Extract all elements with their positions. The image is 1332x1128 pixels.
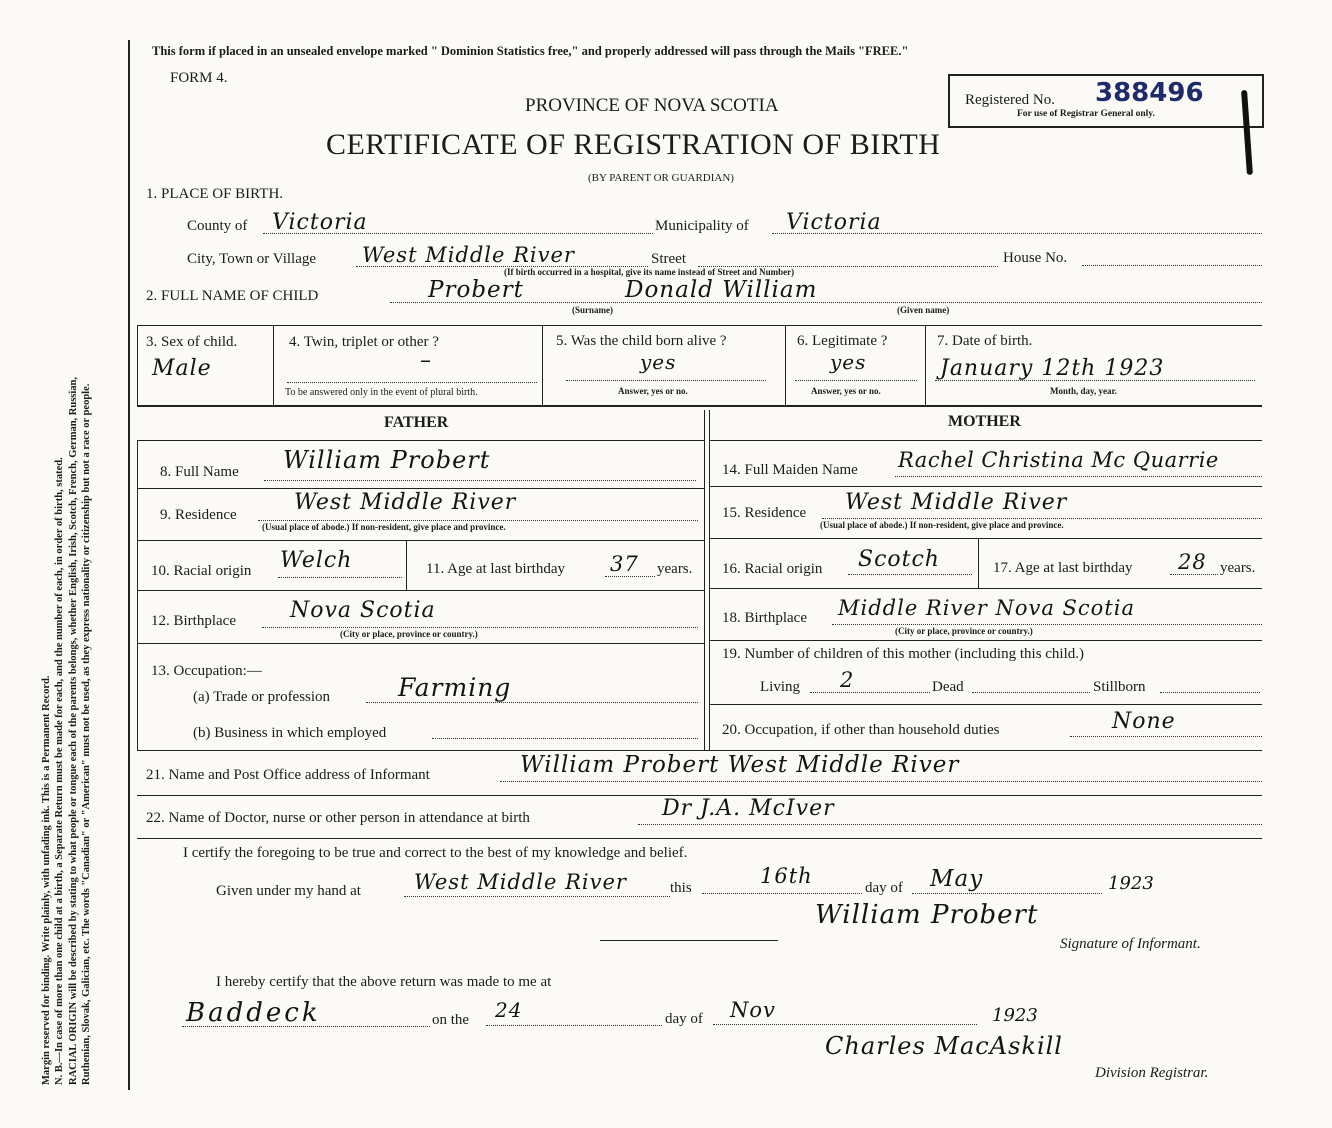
informant-value: William Probert West Middle River — [520, 752, 960, 778]
mother-birthplace: Middle River Nova Scotia — [838, 596, 1135, 620]
legitimate-label: 6. Legitimate ? — [797, 333, 888, 349]
father-name: William Probert — [283, 446, 491, 474]
city-value: West Middle River — [362, 243, 575, 267]
legitimate-line — [795, 380, 917, 381]
registrar-month-line — [713, 1024, 977, 1025]
registrar-year: 1923 — [992, 1005, 1038, 1026]
mother-heading: MOTHER — [948, 413, 1021, 430]
father-name-label: 8. Full Name — [160, 464, 239, 480]
father-racial-label: 10. Racial origin — [151, 563, 252, 579]
row-divider — [137, 540, 704, 541]
place-of-birth-heading: 1. PLACE OF BIRTH. — [146, 186, 284, 202]
registrar-day: 24 — [495, 998, 523, 1022]
cert-month: May — [930, 866, 984, 892]
dob-value: January 12th 1923 — [940, 356, 1165, 381]
father-trade-line — [366, 702, 698, 703]
row-divider — [137, 838, 1262, 839]
dob-label: 7. Date of birth. — [937, 333, 1033, 349]
informant-line — [500, 781, 1262, 782]
registrar-place: Baddeck — [186, 998, 321, 1028]
row-divider — [709, 704, 1262, 705]
registrar-signature: Charles MacAskill — [825, 1032, 1063, 1060]
mother-age-line — [1170, 574, 1218, 575]
sex-label: 3. Sex of child. — [146, 334, 238, 350]
born-alive-value: yes — [640, 350, 677, 374]
mother-age-years: years. — [1220, 560, 1256, 576]
mother-occupation-line — [1070, 736, 1262, 737]
father-age-label: 11. Age at last birthday — [426, 561, 565, 577]
father-trade-label: (a) Trade or profession — [193, 689, 331, 705]
registrar-day-of-label: day of — [665, 1011, 703, 1027]
child-name-label: 2. FULL NAME OF CHILD — [146, 288, 319, 304]
mother-birthplace-label: 18. Birthplace — [722, 610, 807, 626]
registered-number: 388496 — [1095, 78, 1204, 108]
registrar-note: For use of Registrar General only. — [1017, 109, 1155, 119]
mother-residence-label: 15. Residence — [722, 505, 807, 521]
margin-line: Margin reserved for binding. Write plainly, with unfading ink. This is a Permanent Record. — [41, 675, 52, 1085]
child-given-name: Donald William — [625, 277, 818, 303]
living-value: 2 — [840, 668, 855, 692]
father-age: 37 — [610, 552, 639, 576]
this-label: this — [670, 880, 692, 896]
father-trade: Farming — [398, 673, 512, 702]
child-surname: Probert — [428, 277, 524, 303]
father-occupation-label: 13. Occupation:— — [151, 663, 262, 679]
column-divider — [137, 325, 138, 405]
given-name-note: (Given name) — [897, 305, 950, 315]
father-residence-note: (Usual place of abode.) If non-resident, give place and province. — [262, 522, 506, 532]
row-divider — [709, 588, 1262, 589]
column-divider — [273, 325, 274, 405]
page-title: CERTIFICATE OF REGISTRATION OF BIRTH — [326, 128, 941, 161]
father-birthplace-label: 12. Birthplace — [151, 613, 236, 629]
row-divider — [137, 750, 1262, 751]
column-divider — [542, 325, 543, 405]
row-divider — [709, 486, 1262, 487]
mother-birthplace-line — [832, 624, 1262, 625]
province-title: PROVINCE OF NOVA SCOTIA — [525, 95, 779, 116]
legitimate-note: Answer, yes or no. — [811, 386, 881, 396]
row-divider — [709, 440, 1262, 441]
informant-signature-label: Signature of Informant. — [1060, 936, 1201, 952]
column-divider — [978, 538, 979, 588]
father-name-line — [264, 480, 696, 481]
sex-value: Male — [152, 356, 212, 381]
stillborn-label: Stillborn — [1093, 679, 1146, 695]
row-divider — [137, 405, 1262, 407]
twin-value: – — [420, 348, 432, 373]
dob-line — [935, 380, 1255, 381]
mother-residence: West Middle River — [845, 490, 1068, 515]
parents-divider — [704, 410, 705, 750]
mother-racial: Scotch — [858, 547, 940, 572]
father-birthplace: Nova Scotia — [290, 598, 436, 623]
mother-racial-line — [848, 574, 972, 575]
hospital-note: (If birth occurred in a hospital, give its name instead of Street and Number) — [504, 267, 795, 277]
stillborn-line — [1160, 692, 1260, 693]
born-alive-label: 5. Was the child born alive ? — [556, 333, 727, 349]
on-the-label: on the — [432, 1012, 470, 1028]
mother-name: Rachel Christina Mc Quarrie — [898, 448, 1219, 472]
legitimate-value: yes — [830, 350, 867, 374]
registrar-month: Nov — [730, 998, 776, 1022]
parents-divider — [709, 410, 710, 750]
mother-birthplace-note: (City or place, province or country.) — [895, 626, 1033, 636]
mother-occupation-label: 20. Occupation, if other than household duties — [722, 722, 1000, 738]
father-age-line — [605, 576, 655, 577]
mother-age-label: 17. Age at last birthday — [993, 560, 1133, 576]
margin-line: Ruthenian, Slovak, Galician, etc. The words "Canadian" or "American" must not be used, as they express nationality or citizenship but not a race or people. — [81, 383, 93, 1085]
row-divider — [137, 488, 704, 489]
margin-line: N. B.—In case of more than one child at a birth, a Separate Return must be made for each, and the number of each, in order of birth, stated. — [54, 457, 66, 1085]
father-birthplace-note: (City or place, province or country.) — [340, 629, 478, 639]
father-residence-line — [258, 520, 698, 521]
registrar-day-line — [486, 1025, 662, 1026]
municipality-label: Municipality of — [655, 218, 749, 234]
living-label: Living — [760, 679, 800, 695]
certify-statement: I certify the foregoing to be true and correct to the best of my knowledge and belief. — [183, 845, 688, 861]
row-divider — [137, 643, 704, 644]
county-value: Victoria — [272, 210, 368, 235]
father-business-label: (b) Business in which employed — [193, 725, 387, 741]
row-divider — [137, 325, 1262, 326]
twin-note: To be answered only in the event of plural birth. — [285, 387, 478, 398]
registrar-certify: I hereby certify that the above return was made to me at — [216, 974, 552, 990]
attendant-value: Dr J.A. McIver — [662, 796, 835, 821]
living-line — [810, 692, 930, 693]
county-label: County of — [187, 218, 248, 234]
mail-note: This form if placed in an unsealed envelope marked " Dominion Statistics free," and properly addressed will pass through the Mails "FREE." — [152, 44, 909, 58]
father-age-years: years. — [657, 561, 693, 577]
cert-month-line — [912, 893, 1102, 894]
house-line — [1082, 265, 1262, 266]
born-alive-note: Answer, yes or no. — [618, 386, 688, 396]
given-place: West Middle River — [414, 870, 627, 894]
margin-line: RACIAL ORIGIN will be described by stating to what people or tongue each of the parents belongs, whether English, Irish, Scotch, French, German, Russian, — [67, 376, 79, 1085]
father-business-line — [432, 738, 698, 739]
dead-label: Dead — [932, 679, 964, 695]
father-birthplace-line — [262, 627, 698, 628]
father-residence: West Middle River — [294, 490, 517, 515]
twin-line — [287, 382, 537, 383]
informant-signature: William Probert — [815, 900, 1039, 930]
municipality-value: Victoria — [786, 210, 882, 235]
father-residence-label: 9. Residence — [160, 507, 237, 523]
father-racial: Welch — [280, 548, 353, 573]
row-divider — [709, 640, 1262, 641]
cert-day-of-label: day of — [865, 880, 903, 896]
form-number: FORM 4. — [170, 70, 228, 86]
attendant-line — [638, 824, 1262, 825]
given-under-label: Given under my hand at — [216, 883, 361, 899]
margin-border — [128, 40, 130, 1090]
registration-box — [948, 74, 1264, 128]
mother-occupation: None — [1112, 709, 1176, 734]
mother-children-label: 19. Number of children of this mother (including this child.) — [722, 646, 1085, 662]
cert-day-line — [702, 893, 862, 894]
informant-label: 21. Name and Post Office address of Informant — [146, 767, 430, 783]
city-label: City, Town or Village — [187, 251, 317, 267]
column-divider — [785, 325, 786, 405]
cert-day: 16th — [760, 864, 813, 888]
column-divider — [925, 325, 926, 405]
registered-label: Registered No. — [965, 92, 1055, 108]
father-racial-line — [278, 577, 402, 578]
margin-instructions — [40, 35, 94, 1085]
mother-name-line — [895, 476, 1262, 477]
mother-residence-note: (Usual place of abode.) If non-resident, give place and province. — [820, 520, 1064, 530]
surname-note: (Surname) — [572, 305, 613, 315]
mother-age: 28 — [1178, 550, 1207, 574]
given-place-line — [404, 896, 670, 897]
column-divider — [137, 440, 138, 750]
dead-line — [972, 692, 1090, 693]
twin-label: 4. Twin, triplet or other ? — [289, 334, 439, 350]
attendant-label: 22. Name of Doctor, nurse or other person in attendance at birth — [146, 810, 530, 826]
street-label: Street — [651, 251, 686, 267]
row-divider — [137, 590, 704, 591]
column-divider — [406, 540, 407, 590]
house-label: House No. — [1003, 250, 1068, 266]
father-heading: FATHER — [384, 414, 449, 431]
page-subtitle: (BY PARENT OR GUARDIAN) — [588, 172, 734, 184]
dob-note: Month, day, year. — [1050, 386, 1117, 396]
born-alive-line — [566, 380, 766, 381]
row-divider — [137, 440, 704, 441]
mother-residence-line — [822, 518, 1262, 519]
registrar-signature-label: Division Registrar. — [1095, 1065, 1209, 1081]
mother-racial-label: 16. Racial origin — [722, 561, 823, 577]
cert-year: 1923 — [1108, 873, 1154, 894]
signature-rule — [600, 940, 778, 941]
mother-name-label: 14. Full Maiden Name — [722, 462, 858, 478]
row-divider — [709, 538, 1262, 539]
